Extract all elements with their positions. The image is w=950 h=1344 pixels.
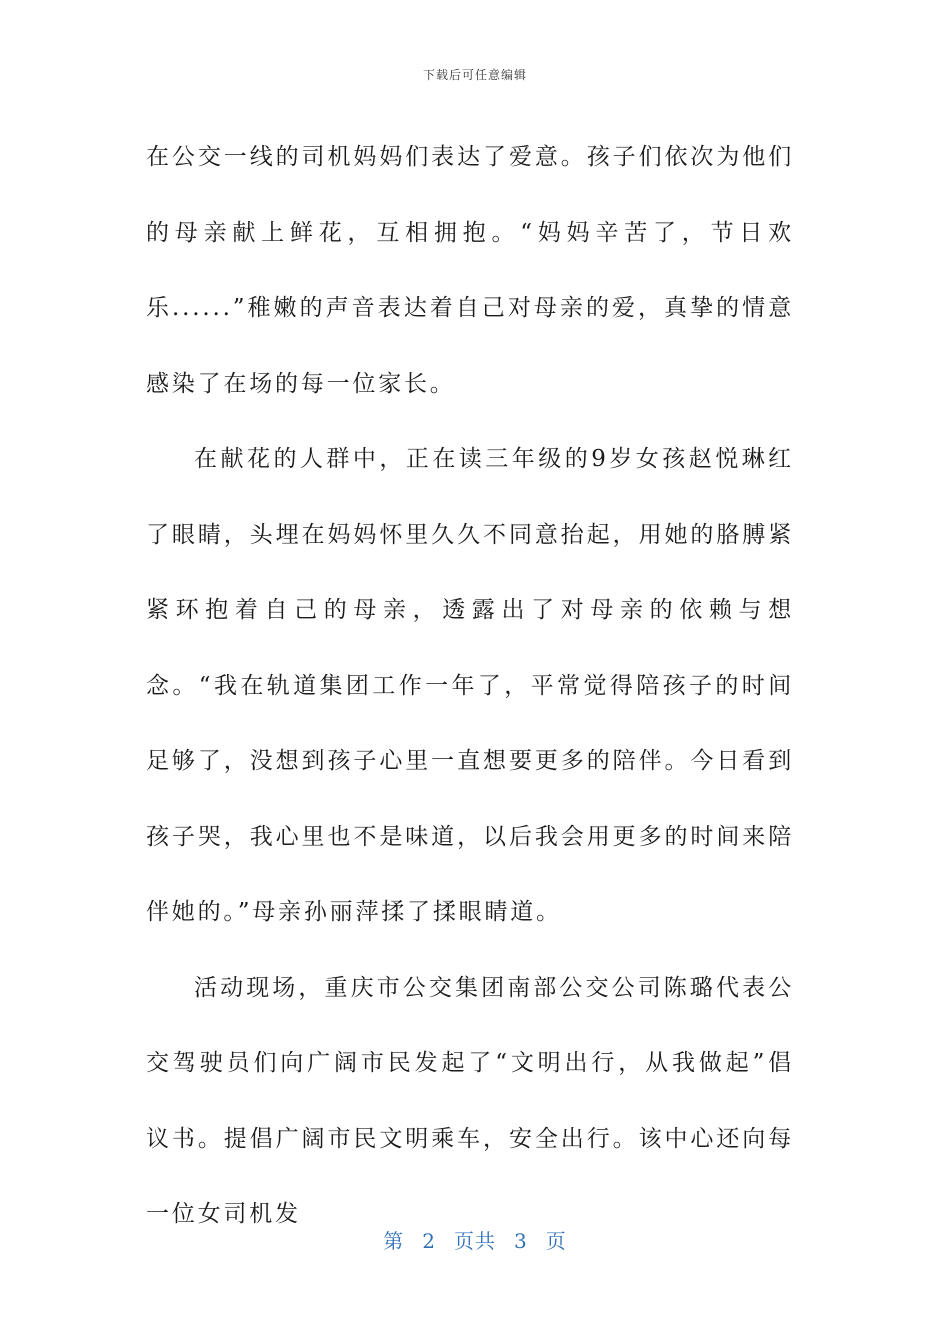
page-current: 2 <box>422 1229 436 1253</box>
document-body <box>146 120 794 1253</box>
paragraph-1: 在公交一线的司机妈妈们表达了爱意。孩子们依次为他们的母亲献上鲜花，互相拥抱。“妈妈辛苦了，节日欢乐......”稚嫩的声音表达着自己对母亲的爱，真挚的情意感染了在场的每一位家长。 <box>146 144 794 397</box>
page-middle: 页共 <box>454 1229 496 1253</box>
paragraph-2: 在献花的人群中，正在读三年级的9岁女孩赵悦琳红了眼睛，头埋在妈妈怀里久久不同意抬起，用她的胳膊紧紧环抱着自己的母亲，透露出了对母亲的依赖与想念。“我在轨道集团工作一年了，平常觉得陪孩子的时间足够了，没想到孩子心里一直想要更多的陪伴。今日看到孩子哭，我心里也不是味道，以后我会用更多的时间来陪伴她的。”母亲孙丽萍揉了揉眼睛道。 <box>146 446 794 925</box>
page-total: 3 <box>514 1229 528 1253</box>
paragraph-3: 活动现场，重庆市公交集团南部公交公司陈璐代表公交驾驶员们向广阔市民发起了“文明出行，从我做起”倡议书。提倡广阔市民文明乘车，安全出行。该中心还向每一位女司机发 <box>146 974 794 1227</box>
page-number-footer <box>0 1225 950 1254</box>
page-prefix: 第 <box>383 1229 405 1253</box>
page-header: 下载后可任意编辑 <box>422 68 527 82</box>
page-suffix: 页 <box>545 1229 567 1253</box>
